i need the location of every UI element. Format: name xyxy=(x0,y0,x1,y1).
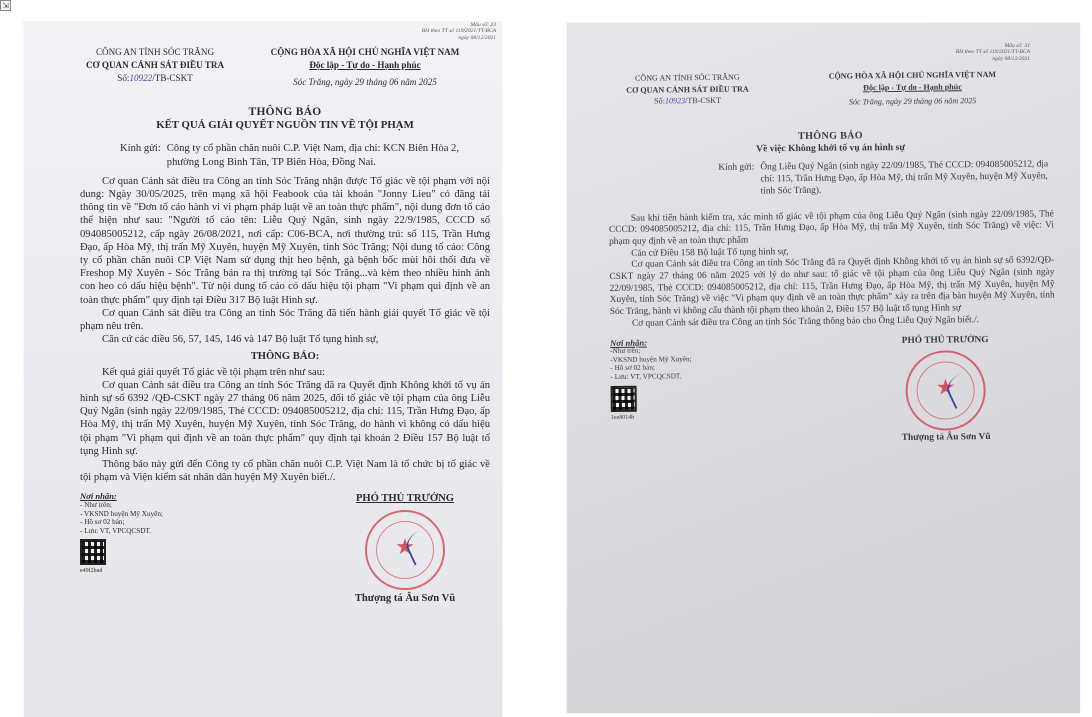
document-footer xyxy=(80,492,490,602)
recipients-item: -VKSND huyện Mỹ Xuyên; xyxy=(610,354,692,364)
agency-line2: CƠ QUAN CẢNH SÁT ĐIỀU TRA xyxy=(85,60,225,71)
recipient-label: Kính gửi: xyxy=(718,162,755,174)
signer-title: PHÓ THỦ TRƯỞNG xyxy=(355,493,455,505)
official-stamp-icon: ★ xyxy=(365,510,445,590)
signature-block xyxy=(860,334,1031,445)
document-body xyxy=(80,28,490,602)
recipients-item: - Lưu: VT, VPCQCSDT. xyxy=(80,526,152,535)
title-block xyxy=(608,128,1053,156)
paragraph: Cơ quan Cảnh sát điều tra Công an tỉnh Sóc Trăng đã tiến hành giải quyết Tố giác về tội phạm nêu trên. xyxy=(80,307,490,333)
signer-name: Thượng tá Âu Sơn Vũ xyxy=(901,432,991,444)
document-header xyxy=(607,68,1053,131)
recipients-item: -Như trên; xyxy=(610,346,641,356)
document-body xyxy=(607,40,1056,448)
recipients-list xyxy=(610,337,761,422)
recipients-list xyxy=(80,492,230,576)
document-code: 1ee8014b xyxy=(610,414,635,421)
document-header xyxy=(80,46,490,104)
document-footer xyxy=(610,334,1056,449)
recipients-item: - Lưu: VT, VPCQCSDT. xyxy=(610,372,682,381)
document-subtitle: Về việc Không khởi tố vụ án hình sự xyxy=(756,141,906,155)
qr-code-icon xyxy=(611,385,637,411)
number-handwritten: 10923 xyxy=(664,96,686,106)
section-heading: THÔNG BÁO: xyxy=(250,351,320,363)
place-date: Sóc Trăng, ngày 29 tháng 06 năm 2025 xyxy=(293,77,437,88)
recipients-item: - Hồ sơ 02 bản; xyxy=(610,363,655,373)
number-suffix: /TB-CSKT xyxy=(685,96,722,106)
nation-line2: Độc lập - Tự do - Hạnh phúc xyxy=(863,81,962,93)
paragraph: Cơ quan Cảnh sát điều tra Công an tỉnh Sóc Trăng nhận được Tố giác về tội phạm với nội dung: Ngày 30/05/2025, trên mạng xã hội Feabook của tài khoản "Jonny Lieu" có đăng tải thông tin về "Đơn tố cáo hành vi vi phạm pháp luật về an toàn thực phẩm", nội dung đơn tố cáo thể hiện như sau: "Người tố cáo tên: Liễu Quý Ngân, sinh ngày 22/9/1985, CCCD số 094085005212, cấp ngày 26/08/2021, nơi cấp: C06-BCA, nơi thường trú: số 115, Trần Hưng Đạo, ấp Hòa Mỹ, thị trấn Mỹ Xuyên, huyện Mỹ Xuyên, tỉnh Sóc Trăng; Nội dung tố cáo: Công ty cổ phần chăn nuôi CP Việt Nam sử dụng thịt heo bệnh, gà bệnh bốc mùi hôi thối đưa về Freshop Mỹ Xuyên - Sóc Trăng bán ra thị trường tại Sóc Trăng...và kèm theo nhiều hình ảnh con heo có dấu hiệu bệnh". Từ nội dung tố cáo có dấu hiệu tội phạm "Vi phạm qui định về an toàn thực phẩm" quy định tại Điều 317 Bộ luật Hình sự. xyxy=(80,175,490,306)
form-ref-line: Mẫu số: 23 xyxy=(470,22,496,28)
signer-name: Thượng tá Âu Sơn Vũ xyxy=(354,592,456,604)
paragraph: Căn cứ Điều 158 Bộ luật Tố tụng hình sự, xyxy=(631,246,789,259)
recipient xyxy=(608,160,1053,200)
number-prefix: Số: xyxy=(117,73,130,84)
paragraph: Cơ quan Cảnh sát điều tra Công an tỉnh Sóc Trăng đã ra Quyết định Không khởi tố vụ án hình sự số 6392/QĐ-CSKT ngày 27 tháng 06 năm 2025 với lý do như sau: tố giác về tội phạm của ông Liễu Quý Ngân (sinh ngày 22/09/1985, Thẻ CCCD: 094085005212, địa chỉ: 115, Trần Hưng Đạo, ấp Hòa Mỹ, thị trấn Mỹ Xuyên, huyện Mỹ Xuyên, tỉnh Sóc Trăng) về việc "Vi phạm quy định về an toàn thực phẩm" xảy ra trên địa bàn huyện Mỹ Xuyên, tỉnh Sóc Trăng, hành vi không cấu thành tội phạm theo khoản 2, Điều 157 Bộ luật tố tụng Hình sự xyxy=(609,255,1055,318)
form-ref-line: ngày 08/12/2021 xyxy=(458,34,496,41)
document-subtitle: KẾT QUẢ GIẢI QUYẾT NGUỒN TIN VỀ TỘI PHẠM xyxy=(156,119,414,132)
document-title: THÔNG BÁO xyxy=(797,130,864,143)
place-date: Sóc Trăng, ngày 29 tháng 06 năm 2025 xyxy=(848,96,977,107)
number-suffix: /TB-CSKT xyxy=(152,73,193,84)
recipient-label: Kính gửi: xyxy=(120,143,161,155)
form-ref-line: Mẫu số: 31 xyxy=(1004,43,1030,49)
number-handwritten: 10922 xyxy=(129,73,153,84)
recipient-text: Ông Liễu Quý Ngân (sinh ngày 22/09/1985, Thẻ CCCD: 094085005212, địa chỉ: 115, Trần Hưng Đạo, ấp Hòa Mỹ, thị trấn Mỹ Xuyên, huyện Mỹ Xuyên, tỉnh Sóc Trăng). xyxy=(760,159,1049,197)
agency-line1: CÔNG AN TỈNH SÓC TRĂNG xyxy=(634,72,740,83)
agency-block xyxy=(80,46,230,86)
expand-icon[interactable]: ⇲ xyxy=(0,0,11,11)
recipients-label: Nơi nhận: xyxy=(80,491,117,502)
document-photo-left xyxy=(24,22,502,717)
paragraph: Căn cứ các điều 56, 57, 145, 146 và 147 Bộ luật Tố tụng hình sự, xyxy=(102,334,379,346)
qr-code-icon xyxy=(80,539,106,565)
agency-line2: CƠ QUAN CẢNH SÁT ĐIỀU TRA xyxy=(626,84,749,95)
recipient xyxy=(80,142,490,168)
form-ref-line: ngày 08/12/2021 xyxy=(992,55,1030,62)
paragraph: Cơ quan Cảnh sát điều tra Công an tỉnh Sóc Trăng đã ra Quyết định Không khởi tố vụ án hình sự số 6392 /QĐ-CSKT ngày 27 tháng 06 năm 2025, đối tố giác về tội phạm của ông Liễu Quý Ngân (sinh ngày 22/09/1985, Thẻ CCCD: 094085005212, địa chỉ: 115, Trần Hưng Đạo, ấp Hòa Mỹ, thị trấn Mỹ Xuyên, huyện Mỹ Xuyên, tỉnh Sóc Trăng, do hành vi không có dấu hiệu tội phạm "Vi phạm qui định về an toàn thực phẩm" quy định tại khoản 2 Điều 157 Bộ luật tố tụng Hình sự. xyxy=(80,379,490,457)
recipients-item: - Hồ sơ 02 bản; xyxy=(80,518,125,527)
recipients-item: - Như trên; xyxy=(80,501,112,510)
form-ref-line: BH theo TT số 119/2021/TT-BCA xyxy=(955,49,1030,56)
recipient-text: Công ty cổ phần chăn nuôi C.P. Việt Nam, địa chỉ: KCN Biên Hòa 2, phường Long Bình Tân, TP Biên Hòa, Đồng Nai. xyxy=(166,143,459,168)
signer-title: PHÓ THỦ TRƯỞNG xyxy=(901,334,989,346)
nation-line1: CỘNG HÒA XÃ HỘI CHỦ NGHĨA VIỆT NAM xyxy=(828,69,997,81)
nation-line1: CỘNG HÒA XÃ HỘI CHỦ NGHĨA VIỆT NAM xyxy=(270,47,460,57)
agency-block xyxy=(607,71,767,108)
title-block xyxy=(80,106,490,132)
official-stamp-icon: ★ xyxy=(905,350,986,431)
document-photo-right xyxy=(567,23,1080,713)
document-code: e49f2bad xyxy=(80,568,103,575)
document-number xyxy=(80,72,230,85)
form-ref-line: BH theo TT số 119/2021/TT-BCA xyxy=(421,28,496,35)
recipients-label: Nơi nhận: xyxy=(610,337,648,348)
paragraph: Cơ quan Cảnh sát điều tra Công an tỉnh Sóc Trăng thông báo cho Ông Liễu Quý Ngân biết./. xyxy=(631,314,980,329)
document-number xyxy=(608,95,768,108)
document-title: THÔNG BÁO xyxy=(248,106,322,118)
nation-block xyxy=(777,68,1047,109)
nation-block xyxy=(240,46,490,90)
paragraph: Sau khi tiến hành kiểm tra, xác minh tố giác về tội phạm của ông Liễu Quý Ngân (sinh ngày 22/09/1985, Thẻ CCCD: 094085005212, địa chỉ: 115, Trần Hưng Đạo, ấp Hòa Mỹ, thị trấn Mỹ Xuyên, tỉnh Sóc Trăng) về việc: Vi phạm quy định về an toàn thực phẩm xyxy=(608,208,1054,247)
paragraph: Kết quả giải quyết Tố giác về tội phạm trên như sau: xyxy=(102,366,325,378)
agency-line1: CÔNG AN TỈNH SÓC TRĂNG xyxy=(95,47,215,57)
signature-block xyxy=(320,492,490,604)
recipients-item: - VKSND huyện Mỹ Xuyên; xyxy=(80,509,163,518)
nation-line2: Độc lập - Tự do - Hạnh phúc xyxy=(309,60,421,71)
paragraph: Thông báo này gửi đến Công ty cổ phần chăn nuôi C.P. Việt Nam là tổ chức bị tố giác về tội phạm và Viện kiểm sát nhân dân huyện Mỹ Xuyên biết./. xyxy=(80,459,490,484)
number-prefix: Số: xyxy=(654,96,665,106)
